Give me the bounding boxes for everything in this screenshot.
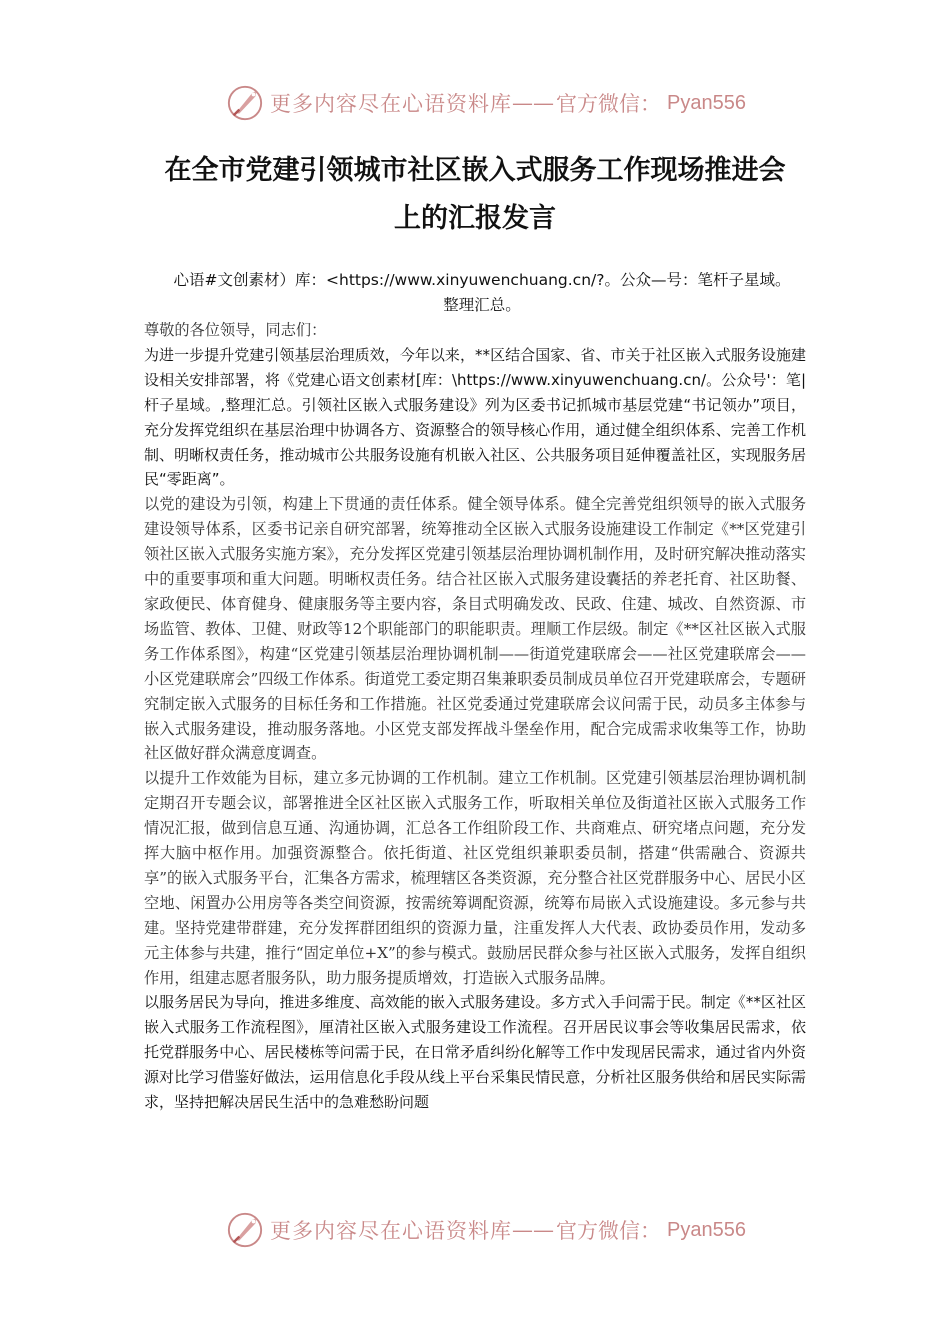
header-banner [226,83,746,123]
document-title-line2: 上的汇报发言 [394,203,556,234]
banner-wechat-id: Pyan556 [667,91,746,114]
paragraph-intro: 为进一步提升党建引领基层治理质效，今年以来，**区结合国家、省、市关于社区嵌入式服务设施建设相关安排部署，将《党建心语文创素材[库：\https://www.xinyuwenchuang.cn/。公众号'：笔|杆子星域。,整理汇总。引领社区嵌入式服务建设》列为区委书记抓城市基层党建“书记领办”项目，充分发挥党组织在基层治理中协调各方、资源整合的领导核心作用，通过健全组织体系、完善工作机制、明晰权责任务，推动城市公共服务设施有机嵌入社区、公共服务项目延伸覆盖社区，实现服务居民“零距离”。 [144,345,806,489]
quill-logo-icon [226,1211,264,1249]
paragraph-service-building: 以服务居民为导向，推进多维度、高效能的嵌入式服务建设。多方式入手问需于民。制定《**区社区嵌入式服务工作流程图》，厘清社区嵌入式服务建设工作流程。召开居民议事会等收集居民需求，依托党群服务中心、居民楼栋等问需于民，在日常矛盾纠纷化解等工作中发现居民需求，通过省内外资源对比学习借鉴好做法，运用信息化手段从线上平台采集民情民意，分析社区服务供给和居民实际需求，坚持把解决居民生活中的急难愁盼问题 [144,993,806,1112]
banner-separator: —— [512,91,554,115]
source-note [142,268,822,318]
document-body [144,318,806,1115]
quill-logo-icon [226,84,264,122]
banner-wechat-id: Pyan556 [667,1218,746,1241]
banner-wechat-label: 官方微信： [556,92,661,116]
banner-slogan: 更多内容尽在心语资料库 [270,92,512,116]
paragraph-responsibility-system: 以党的建设为引领，构建上下贯通的责任体系。健全领导体系。健全完善党组织领导的嵌入式服务建设领导体系，区委书记亲自研究部署，统筹推动全区嵌入式服务设施建设工作制定《**区党建引领社区嵌入式服务实施方案》，充分发挥区党建引领基层治理协调机制作用，及时研究解决推动落实中的重要事项和重大问题。明晰权责任务。结合社区嵌入式服务建设囊括的养老托育、社区助餐、家政便民、体育健身、健康服务等主要内容，条目式明确发改、民政、住建、城改、自然资源、市场监管、教体、卫健、财政等12个职能部门的职能职责。理顺工作层级。制定《**区社区嵌入式服务工作体系图》，构建“区党建引领基层治理协调机制——街道党建联席会——社区党建联席会——小区党建联席会”四级工作体系。街道党工委定期召集兼职委员制成员单位召开党建联席会，专题研究制定嵌入式服务的目标任务和工作措施。社区党委通过党建联席会议问需于民，动员多主体参与嵌入式服务建设，推动服务落地。小区党支部发挥战斗堡垒作用，配合完成需求收集等工作，协助社区做好群众满意度调查。 [144,495,806,763]
source-note-line2: 整理汇总。 [443,296,521,314]
banner-slogan: 更多内容尽在心语资料库 [270,1219,512,1243]
footer-banner [226,1210,746,1250]
paragraph-work-mechanism: 以提升工作效能为目标，建立多元协调的工作机制。建立工作机制。区党建引领基层治理协调机制定期召开专题会议，部署推进全区社区嵌入式服务工作，听取相关单位及街道社区嵌入式服务工作情况汇报，做到信息互通、沟通协调，汇总各工作组阶段工作、共商难点、研究堵点问题，充分发挥大脑中枢作用。加强资源整合。依托街道、社区党组织兼职委员制，搭建“供需融合、资源共享”的嵌入式服务平台，汇集各方需求，梳理辖区各类资源，充分整合社区党群服务中心、居民小区空地、闲置办公用房等各类空间资源，按需统筹调配资源，统筹布局嵌入式设施建设。多元参与共建。坚持党建带群建，充分发挥群团组织的资源力量，注重发挥人大代表、政协委员作用，发动多元主体参与共建，推行“固定单位+X”的参与模式。鼓励居民群众参与社区嵌入式服务，发挥自组织作用，组建志愿者服务队，助力服务提质增效，打造嵌入式服务品牌。 [144,769,806,987]
source-note-line1: 心语#文创素材）库：<https://www.xinyuwenchuang.cn/?。公众—号：笔杆子星域。 [173,271,791,289]
document-title-line1: 在全市党建引领城市社区嵌入式服务工作现场推进会 [164,155,786,186]
salutation: 尊敬的各位领导，同志们： [144,321,327,339]
banner-separator: —— [512,1218,554,1242]
banner-wechat-label: 官方微信： [556,1219,661,1243]
